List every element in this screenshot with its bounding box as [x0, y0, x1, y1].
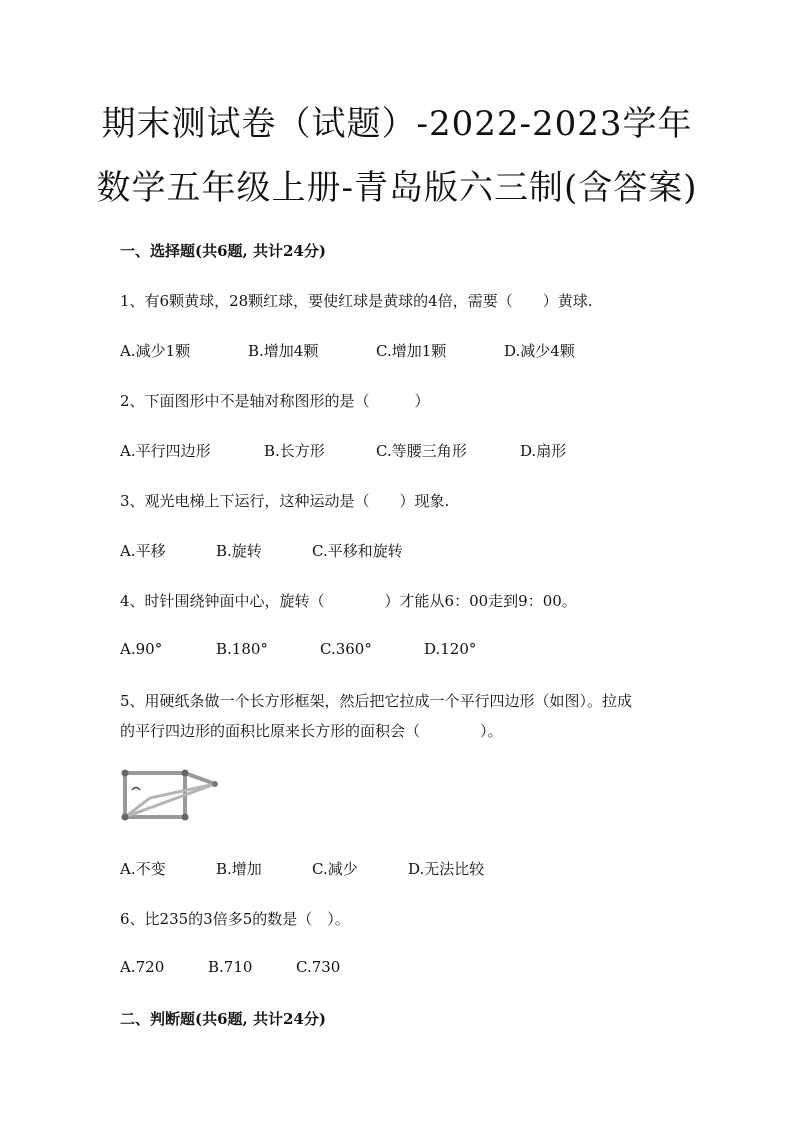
question-1-option-c: C.增加1颗: [376, 342, 447, 360]
question-5-option-c: C.减少: [312, 860, 358, 878]
page-title-line-1: 期末测试卷（试题）-2022-2023学年: [101, 104, 693, 144]
question-6-option-b: B.710: [208, 958, 253, 976]
question-3-text: 3、观光电梯上下运行，这种运动是（ ）现象.: [120, 492, 450, 510]
frame-diagram-icon: [120, 768, 220, 824]
question-5-option-b: B.增加: [216, 860, 262, 878]
question-1-option-a: A.减少1颗: [120, 342, 191, 360]
question-2-option-d: D.扇形: [520, 442, 567, 460]
question-1-text: 1、有6颗黄球，28颗红球，要使红球是黄球的4倍，需要（ ）黄球.: [120, 292, 593, 310]
section-2-heading: 二、判断题(共6题, 共计24分): [120, 1010, 326, 1028]
question-2-option-a: A.平行四边形: [120, 442, 211, 460]
question-6-option-c: C.730: [296, 958, 341, 976]
rectangle-to-parallelogram-frame-diagram: [120, 768, 220, 828]
question-3-option-b: B.旋转: [216, 542, 262, 560]
section-1-heading: 一、选择题(共6题, 共计24分): [120, 242, 326, 260]
question-2-text: 2、下面图形中不是轴对称图形的是（ ）: [120, 392, 430, 410]
question-1-option-b: B.增加4颗: [248, 342, 319, 360]
question-4-text: 4、时针围绕钟面中心，旋转（ ）才能从6：00走到9：00。: [120, 592, 577, 610]
question-3-option-a: A.平移: [120, 542, 166, 560]
page-title-line-2: 数学五年级上册-青岛版六三制(含答案): [96, 168, 698, 208]
question-6-text: 6、比235的3倍多5的数是（ ）。: [120, 910, 350, 928]
question-5-text-line-2: 的平行四边形的面积比原来长方形的面积会（ ）。: [120, 722, 503, 740]
question-3-option-c: C.平移和旋转: [312, 542, 403, 560]
question-5-option-a: A.不变: [120, 860, 166, 878]
question-4-option-b: B.180°: [216, 640, 268, 658]
question-6-option-a: A.720: [120, 958, 165, 976]
question-5-option-d: D.无法比较: [408, 860, 485, 878]
question-1-option-d: D.减少4颗: [504, 342, 575, 360]
question-5-text-line-1: 5、用硬纸条做一个长方形框架，然后把它拉成一个平行四边形（如图）。拉成: [120, 692, 633, 710]
question-2-option-c: C.等腰三角形: [376, 442, 467, 460]
question-4-option-d: D.120°: [424, 640, 477, 658]
question-4-option-c: C.360°: [320, 640, 372, 658]
question-4-option-a: A.90°: [120, 640, 163, 658]
question-2-option-b: B.长方形: [264, 442, 325, 460]
